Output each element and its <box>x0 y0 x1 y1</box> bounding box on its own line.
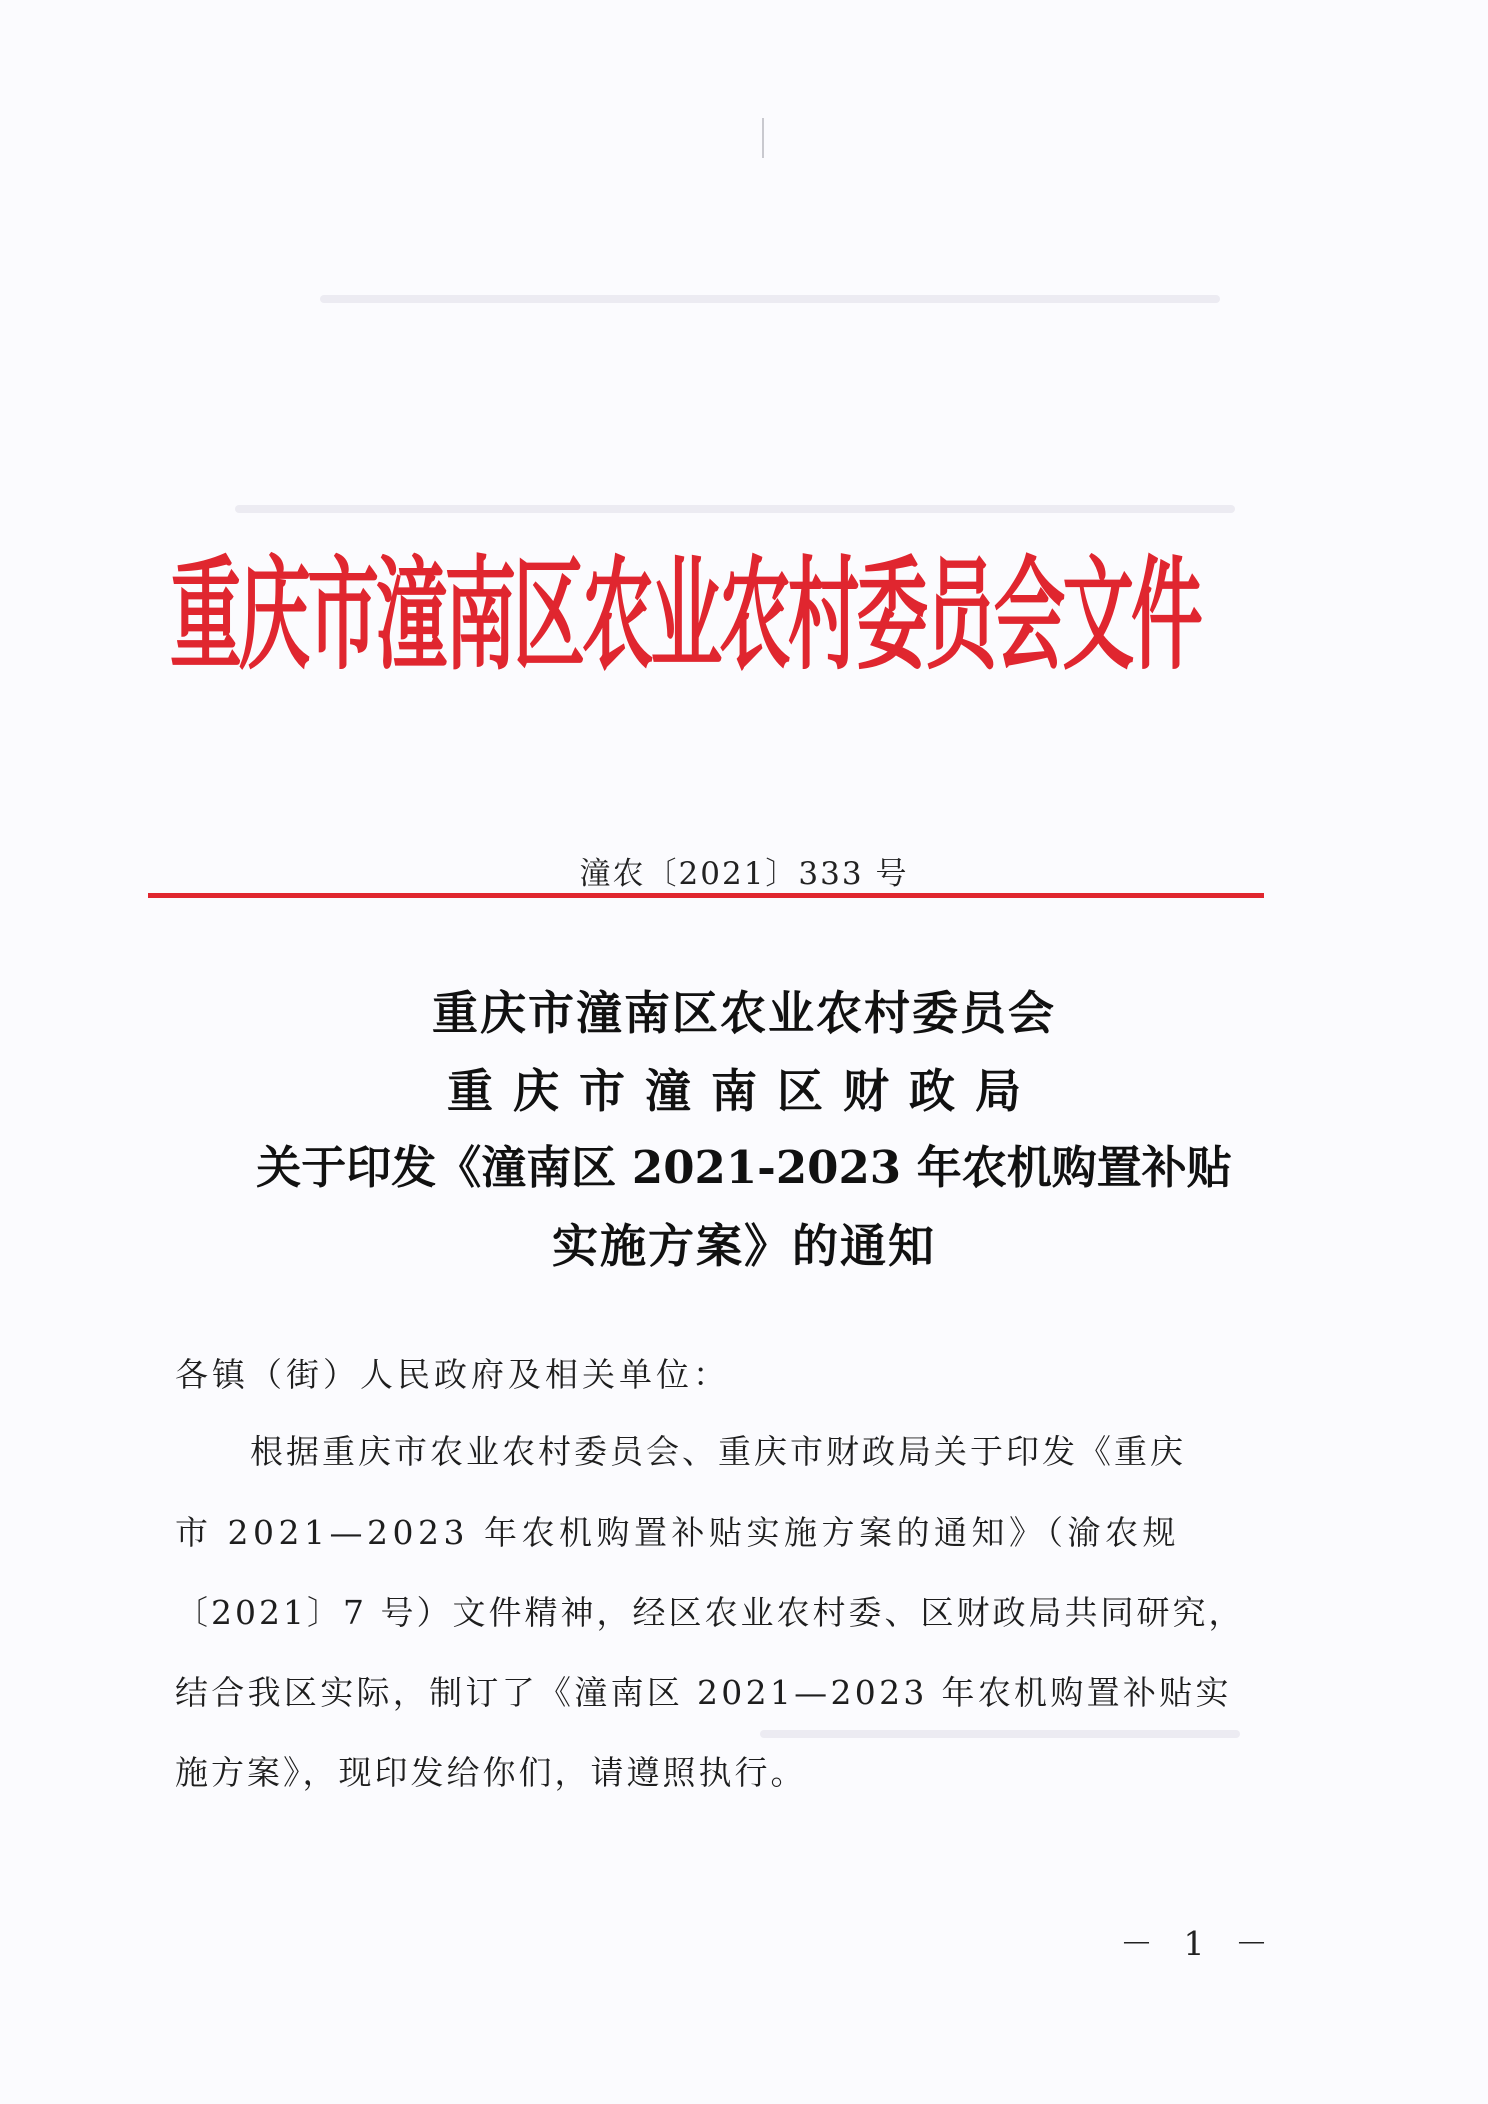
paragraph-line: 市 2021—2023 年农机购置补贴实施方案的通知》（渝农规 <box>175 1513 1180 1552</box>
paragraph-line: 结合我区实际，制订了《潼南区 2021—2023 年农机购置补贴实 <box>175 1673 1232 1712</box>
document-number: 潼农〔2021〕333 号 <box>579 856 909 892</box>
title-line-4: 实施方案》的通知 <box>552 1219 936 1273</box>
bleed-through-line <box>235 505 1235 513</box>
red-divider <box>148 893 1264 898</box>
scan-artifact <box>762 118 764 158</box>
paragraph-line: 根据重庆市农业农村委员会、重庆市财政局关于印发《重庆 <box>250 1432 1186 1471</box>
paragraph-line: 〔2021〕7 号）文件精神，经区农业农村委、区财政局共同研究， <box>175 1593 1245 1632</box>
salutation: 各镇（街）人民政府及相关单位： <box>175 1355 730 1394</box>
title-line-2: 重庆市潼南区财政局 <box>447 1064 1041 1118</box>
issuer-banner: 重庆市潼南区农业农村委员会文件 <box>170 544 1200 687</box>
bleed-through-line <box>760 1730 1240 1738</box>
paragraph-line: 施方案》，现印发给你们，请遵照执行。 <box>175 1753 807 1792</box>
bleed-through-line <box>320 295 1220 303</box>
title-line-3: 关于印发《潼南区 2021-2023 年农机购置补贴 <box>256 1141 1232 1194</box>
title-line-1: 重庆市潼南区农业农村委员会 <box>432 986 1056 1040</box>
page-number: － 1 － <box>1120 1924 1278 1963</box>
